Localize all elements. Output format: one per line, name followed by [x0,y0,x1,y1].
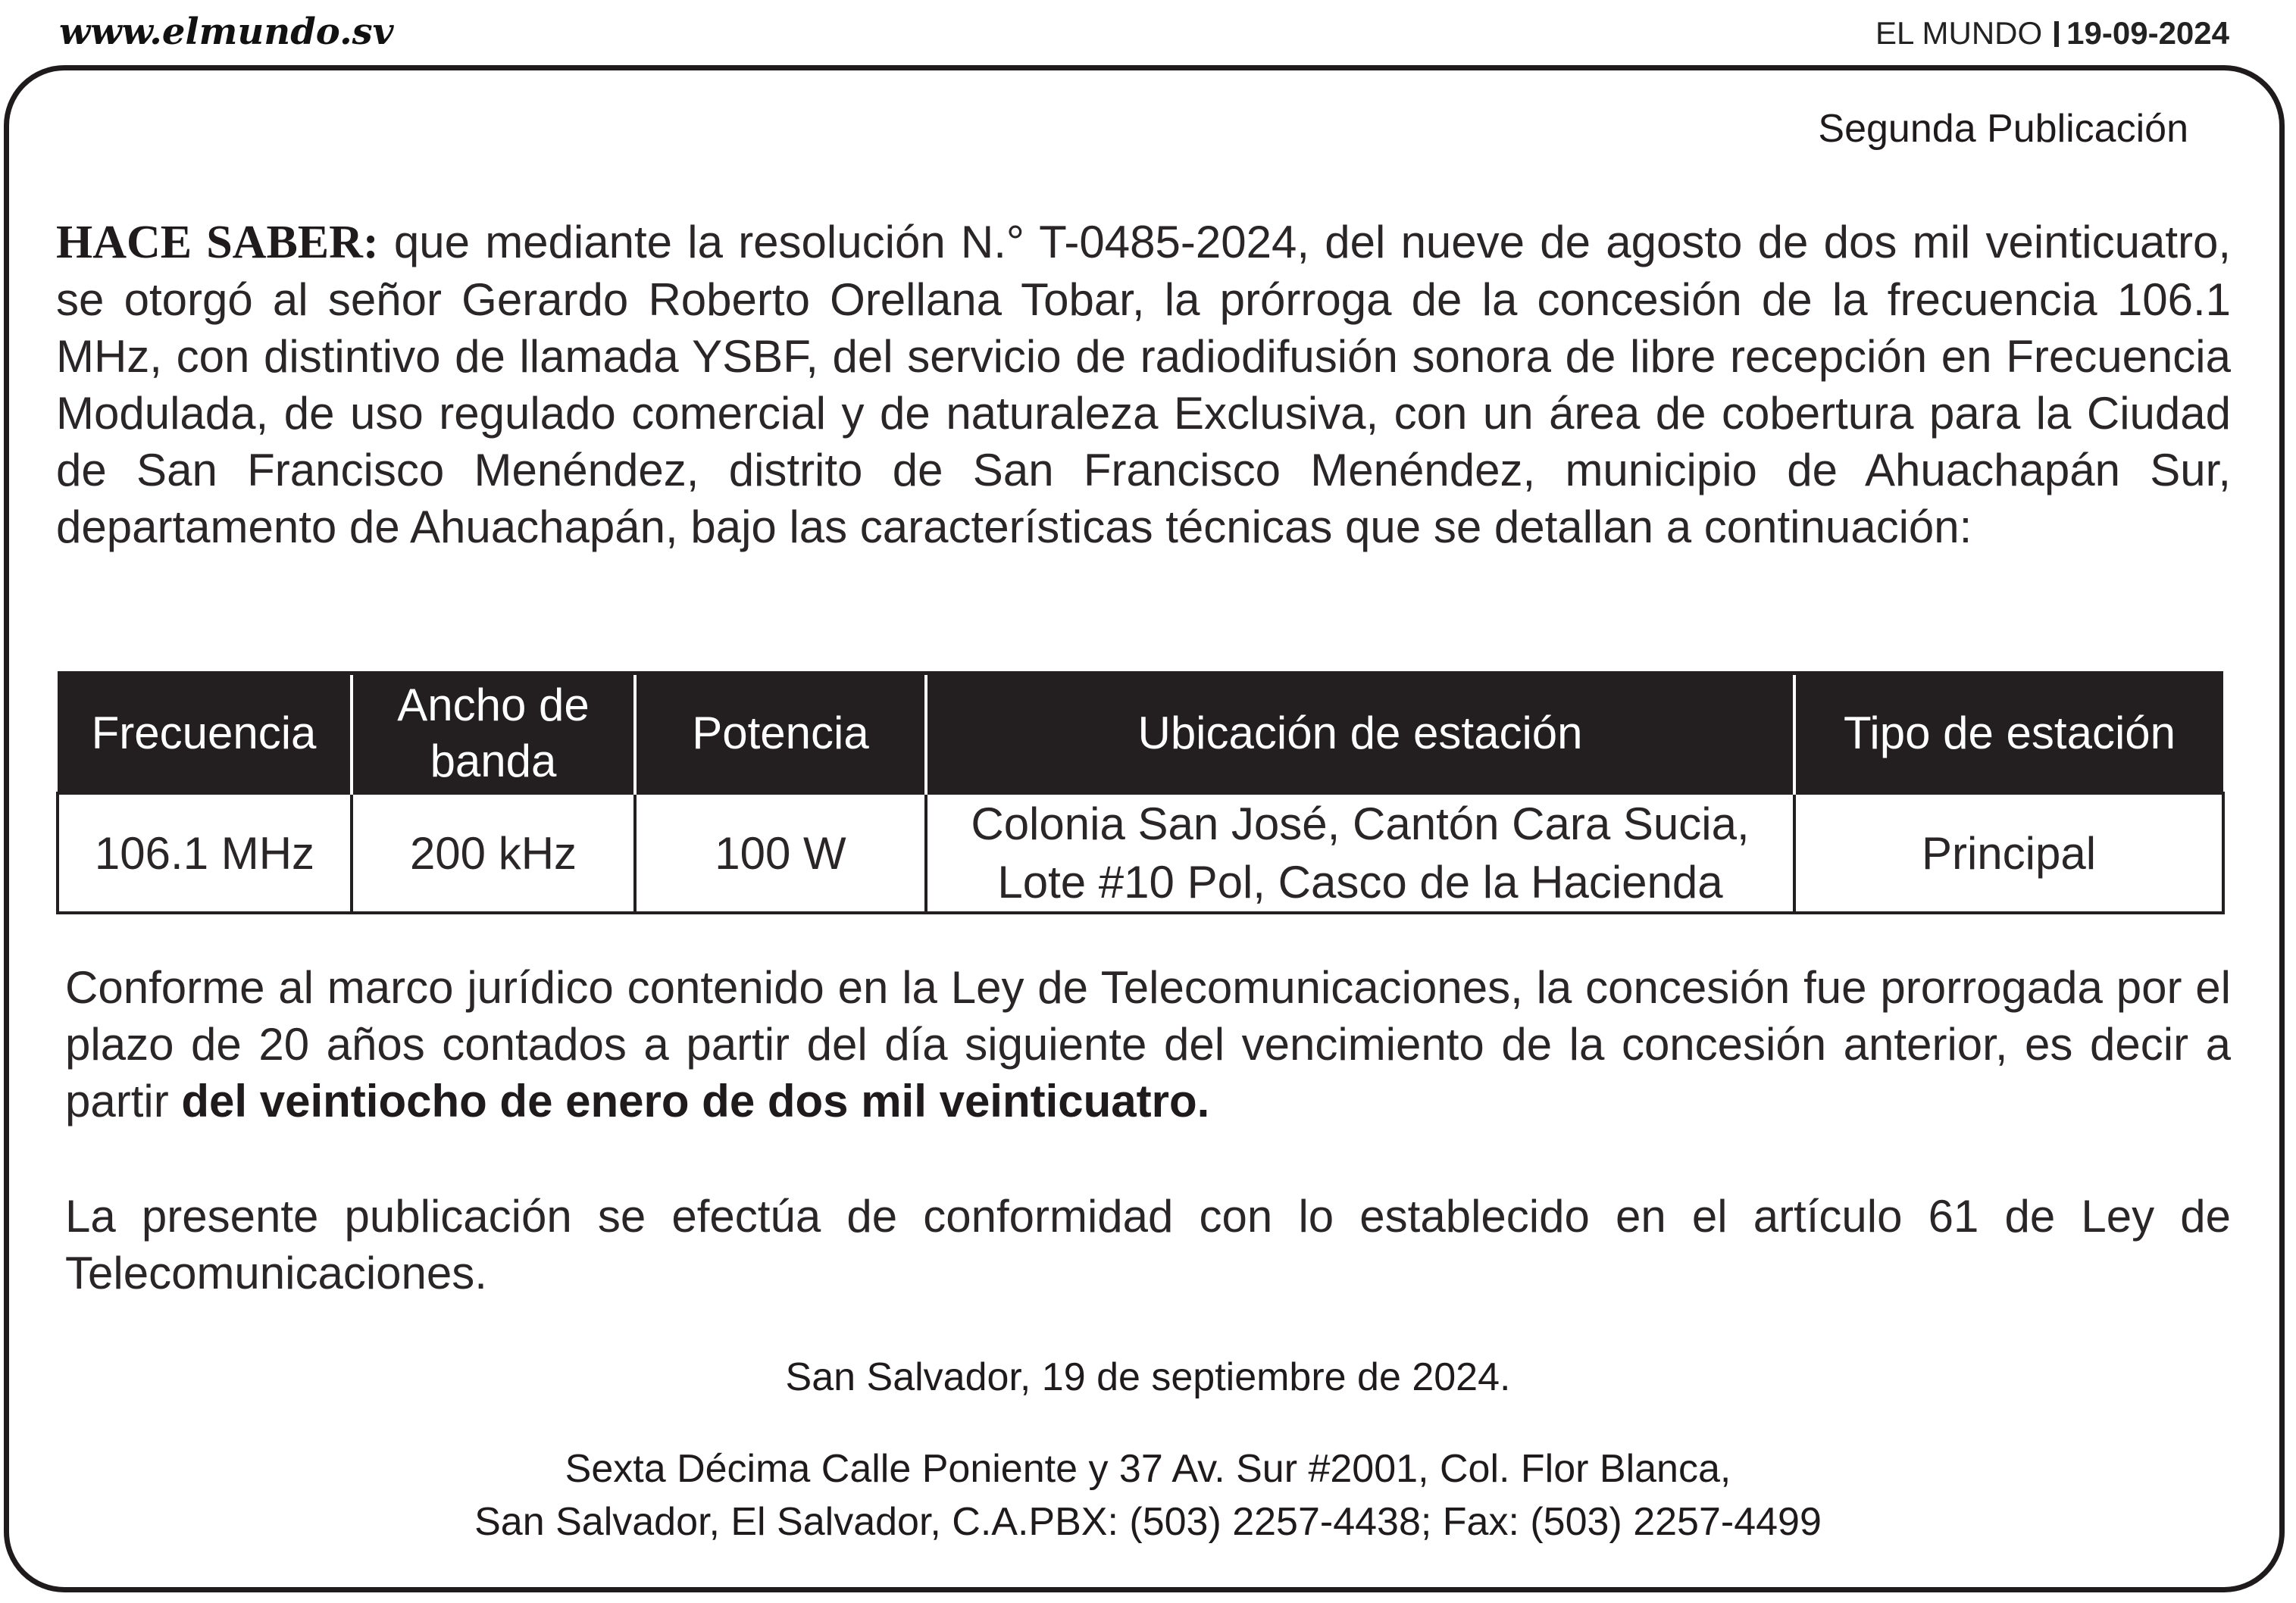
table-header-row [58,673,2223,794]
technical-specs-table [56,671,2225,914]
header-separator [2054,21,2059,47]
location-line-2: Lote #10 Pol, Casco de la Hacienda [997,857,1723,908]
intro-text: que mediante la resolución N.° T-0485-2024, del nueve de agosto de dos mil veinticuatro, se otorgó al señor Gerardo Roberto Orellana Tobar, la prórroga de la concesión de la frecuencia 106.1 MHz, con distintivo de llamada YSBF, del servicio de radiodifusión sonora de libre recepción en Frecuencia Modulada, de uso regulado comercial y de naturaleza Exclusiva, con un área de cobertura para la Ciudad de San Francisco Menéndez, distrito de San Francisco Menéndez, municipio de Ahuachapán Sur, departamento de Ahuachapán, bajo las características técnicas que se detallan a continuación: [56,217,2232,552]
header-date: 19-09-2024 [2066,15,2229,51]
intro-lead: HACE SABER: [56,217,379,268]
cell-power: 100 W [635,793,926,913]
header-frequency: Frecuencia [58,673,352,794]
paper-name: EL MUNDO [1875,15,2043,51]
address-block [0,1442,2296,1548]
site-url: www.elmundo.sv [59,11,394,53]
term-text: Conforme al marco jurídico contenido en la Ley de Telecomunicaciones, la concesión fue prorrogada por el plazo de 20 años contados a partir del día siguiente del vencimiento de la concesión anterior, es decir a partir [65,962,2231,1126]
header-station-type: Tipo de estación [1794,673,2223,794]
location-line-1: Colonia San José, Cantón Cara Sucia, [971,798,1750,849]
table-row [58,793,2223,913]
address-line-2: San Salvador, El Salvador, C.A.PBX: (503) 2257-4438; Fax: (503) 2257-4499 [474,1500,1822,1544]
address-line-1: Sexta Décima Calle Poniente y 37 Av. Sur #2001, Col. Flor Blanca, [565,1447,1731,1491]
header-masthead [1875,15,2229,52]
cell-location [926,793,1794,913]
cell-frequency: 106.1 MHz [58,793,352,913]
publication-label: Segunda Publicación [1818,107,2188,151]
cell-bandwidth: 200 kHz [352,793,635,913]
intro-paragraph [56,214,2231,555]
header-location: Ubicación de estación [926,673,1794,794]
header-bandwidth: Ancho de banda [352,673,635,794]
term-date-bold: del veintiocho de enero de dos mil veinticuatro. [181,1076,1210,1126]
place-date: San Salvador, 19 de septiembre de 2024. [785,1355,1511,1399]
cell-station-type: Principal [1794,793,2223,913]
header-power: Potencia [635,673,926,794]
legal-basis-paragraph: La presente publicación se efectúa de conformidad con lo establecido en el artículo 61 de Ley de Telecomunicaciones. [65,1191,2231,1298]
term-paragraph [65,959,2231,1130]
